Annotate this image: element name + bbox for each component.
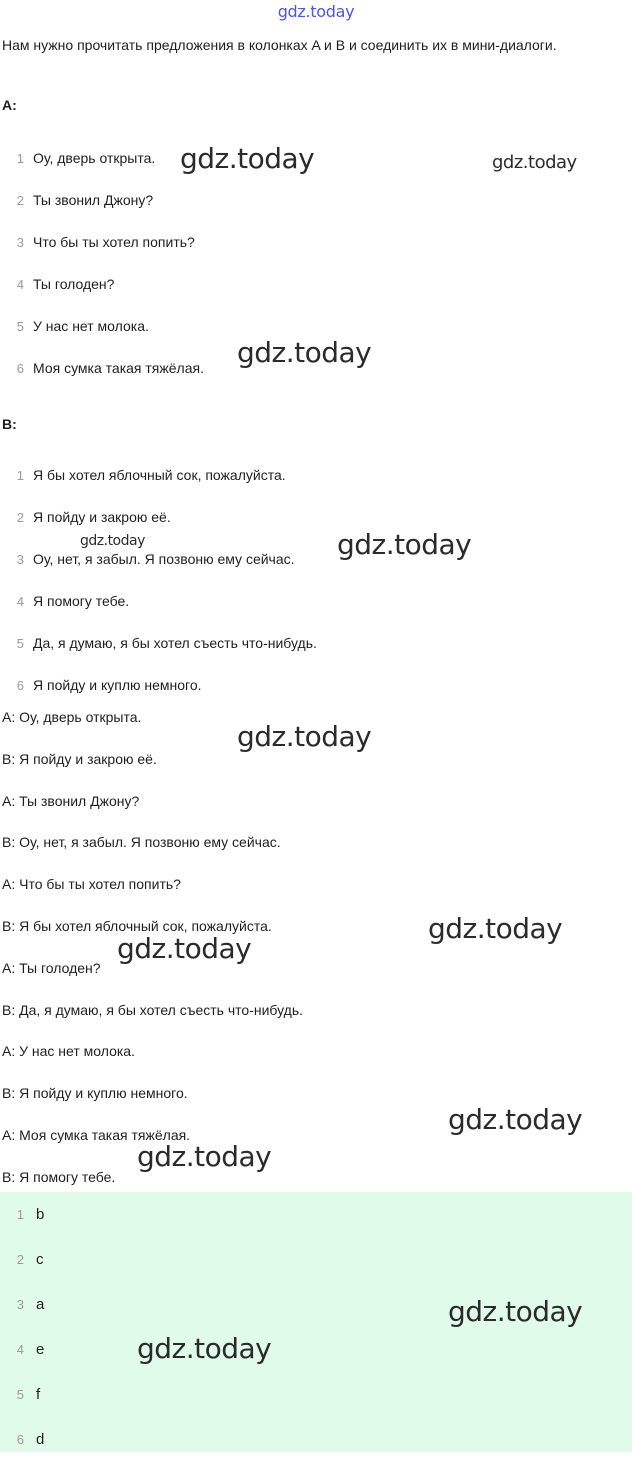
answer-letter: f xyxy=(36,1386,41,1403)
item-number: 6 xyxy=(16,677,24,693)
item-text: Ты звонил Джону? xyxy=(33,192,154,208)
answer-key xyxy=(0,1192,632,1452)
dialogue-line: A: Оу, дверь открыта. xyxy=(2,709,142,725)
item-text: Я пойду и закрою её. xyxy=(33,509,171,525)
dialogue-line: B: Да, я думаю, я бы хотел съесть что-нибудь. xyxy=(2,1001,304,1018)
answer-letter: c xyxy=(36,1251,44,1268)
answer-number: 4 xyxy=(16,1342,24,1357)
item-text: Да, я думаю, я бы хотел съесть что-нибудь. xyxy=(33,635,317,651)
item-number: 3 xyxy=(16,551,24,567)
dialogue-line: A: Ты звонил Джону? xyxy=(2,792,140,809)
answer-item xyxy=(0,1327,632,1372)
list-item xyxy=(0,622,632,664)
answer-number: 5 xyxy=(16,1387,24,1402)
site-logo[interactable]: gdz.today xyxy=(277,2,355,21)
section-b-list xyxy=(0,454,632,706)
item-number: 1 xyxy=(16,467,24,483)
dialogue-line: A: Моя сумка такая тяжёлая. xyxy=(2,1126,191,1143)
item-text: Оу, дверь открыта. xyxy=(33,150,156,166)
dialogue-list xyxy=(2,703,628,1205)
dialogue-line: B: Я помогу тебе. xyxy=(2,1168,116,1185)
item-number: 5 xyxy=(16,635,24,651)
answer-number: 3 xyxy=(16,1297,24,1312)
list-item xyxy=(0,664,632,706)
answer-letter: d xyxy=(36,1431,45,1448)
list-item xyxy=(0,221,632,263)
item-text: Оу, нет, я забыл. Я позвоню ему сейчас. xyxy=(33,551,295,567)
answer-letter: b xyxy=(36,1206,45,1223)
dialogue-line: B: Я пойду и закрою её. xyxy=(2,750,157,767)
watermark: gdz.today xyxy=(117,932,252,965)
section-b-label: B: xyxy=(2,416,17,432)
dialogue-line: B: Я бы хотел яблочный сок, пожалуйста. xyxy=(2,917,272,934)
answer-letter: a xyxy=(36,1296,45,1313)
watermark: gdz.today xyxy=(137,1140,272,1173)
answer-item xyxy=(0,1282,632,1327)
item-text: Моя сумка такая тяжёлая. xyxy=(33,360,204,376)
answer-number: 6 xyxy=(16,1432,24,1447)
answer-letter: e xyxy=(36,1341,45,1358)
dialogue-line: A: Ты голоден? xyxy=(2,959,101,976)
list-item xyxy=(0,305,632,347)
list-item xyxy=(0,137,632,179)
watermark: gdz.today xyxy=(237,336,372,369)
answer-number: 1 xyxy=(16,1207,24,1222)
section-a-label: A: xyxy=(2,97,17,113)
list-item xyxy=(0,580,632,622)
watermark: gdz.today xyxy=(80,533,145,549)
answer-item xyxy=(0,1237,632,1282)
item-text: Ты голоден? xyxy=(33,276,115,292)
list-item xyxy=(0,454,632,496)
item-number: 4 xyxy=(16,593,24,609)
item-number: 6 xyxy=(16,360,24,376)
answer-item xyxy=(0,1417,632,1462)
item-number: 5 xyxy=(16,318,24,334)
item-number: 2 xyxy=(16,192,24,208)
item-number: 2 xyxy=(16,509,24,525)
dialogue-line: A: У нас нет молока. xyxy=(2,1043,135,1060)
answer-item xyxy=(0,1192,632,1237)
list-item xyxy=(0,538,632,580)
watermark: gdz.today xyxy=(492,152,577,173)
section-a-list xyxy=(0,137,632,389)
item-text: Я помогу тебе. xyxy=(33,593,130,609)
dialogue-line: B: Оу, нет, я забыл. Я позвоню ему сейчас. xyxy=(2,834,281,851)
answer-number: 2 xyxy=(16,1252,24,1267)
item-text: Я бы хотел яблочный сок, пожалуйста. xyxy=(33,467,286,483)
list-item xyxy=(0,179,632,221)
watermark: gdz.today xyxy=(237,720,372,753)
watermark: gdz.today xyxy=(337,528,472,561)
list-item xyxy=(0,496,632,538)
item-text: Что бы ты хотел попить? xyxy=(33,234,195,250)
watermark: gdz.today xyxy=(137,1332,272,1365)
item-text: Я пойду и куплю немного. xyxy=(33,677,202,693)
answer-item xyxy=(0,1372,632,1417)
task-instruction: Нам нужно прочитать предложения в колонках A и B и соединить их в мини-диалоги. xyxy=(2,37,557,53)
watermark: gdz.today xyxy=(448,1295,583,1328)
item-number: 1 xyxy=(16,150,24,166)
item-number: 4 xyxy=(16,276,24,292)
watermark: gdz.today xyxy=(180,142,315,175)
item-text: У нас нет молока. xyxy=(33,318,149,334)
watermark: gdz.today xyxy=(448,1103,583,1136)
watermark: gdz.today xyxy=(428,912,563,945)
dialogue-line: A: Что бы ты хотел попить? xyxy=(2,876,181,893)
item-number: 3 xyxy=(16,234,24,250)
dialogue-line: B: Я пойду и куплю немного. xyxy=(2,1085,188,1102)
list-item xyxy=(0,263,632,305)
list-item xyxy=(0,347,632,389)
